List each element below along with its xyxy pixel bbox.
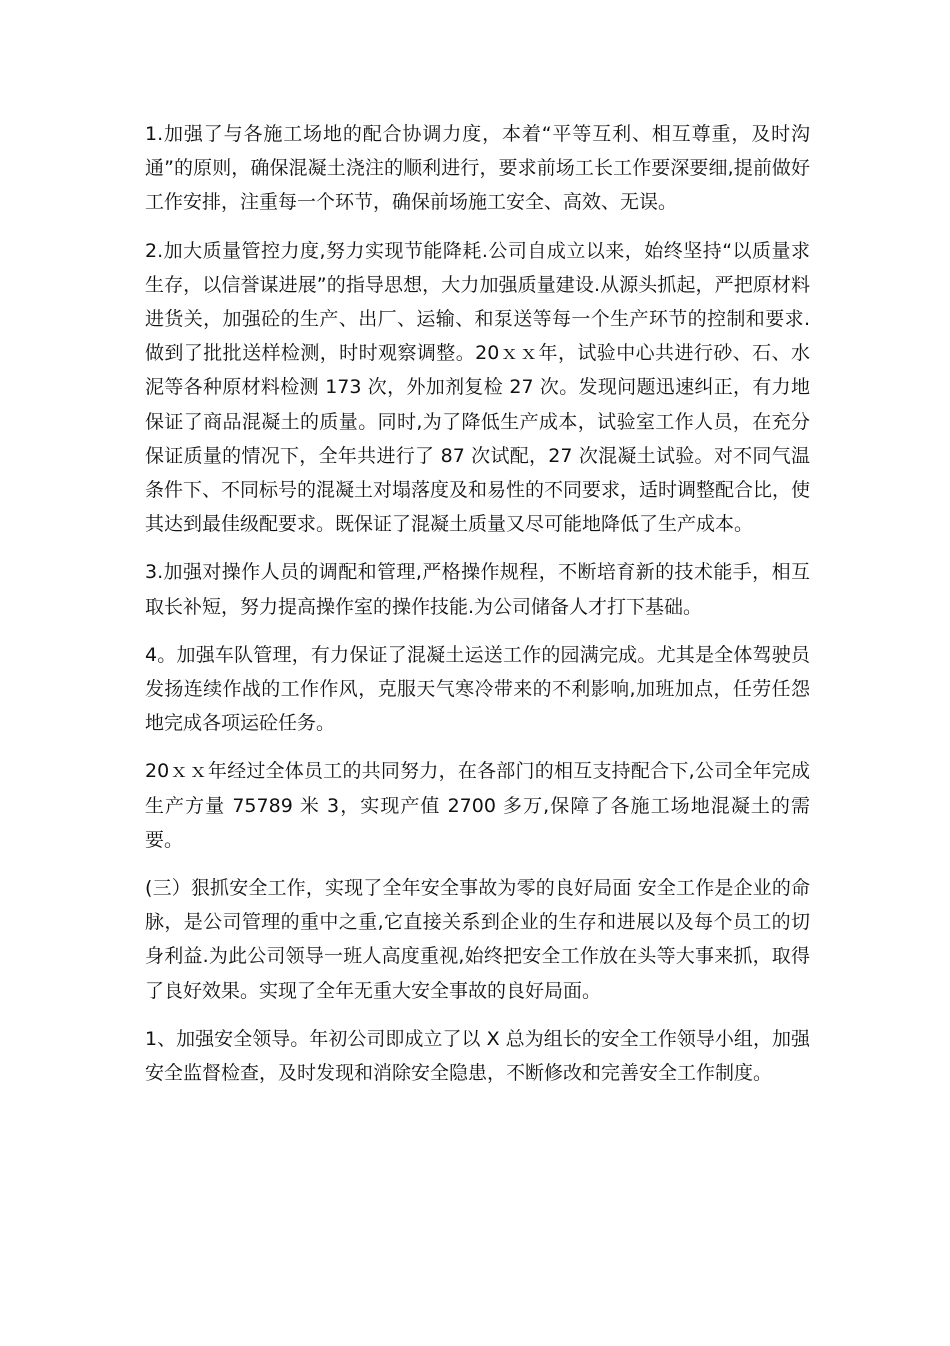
paragraph-operator-management: 3.加强对操作人员的调配和管理,严格操作规程，不断培育新的技术能手，相互取长补短，努力提高操作室的操作技能.为公司储备人才打下基础。 [145, 561, 810, 618]
paragraph-safety-work: (三）狠抓安全工作，实现了全年安全事故为零的良好局面 安全工作是企业的命脉，是公司管理的重中之重,它直接关系到企业的生存和进展以及每个员工的切身利益.为此公司领导一班人高度重视,始终把安全工作放在头等大事来抓，取得了良好效果。实现了全年无重大安全事故的良好局面。 [145, 877, 810, 1002]
paragraph-safety-leadership: 1、加强安全领导。年初公司即成立了以 X 总为组长的安全工作领导小组，加强安全监督检查，及时发现和消除安全隐患，不断修改和完善安全工作制度。 [145, 1027, 810, 1085]
paragraph-quality-control: 2.加大质量管控力度,努力实现节能降耗.公司自成立以来，始终坚持“以质量求生存，以信誉谋进展”的指导思想，大力加强质量建设.从源头抓起，严把原材料进货关，加强砼的生产、出厂、运输、和泵送等每一个生产环节的控制和要求.做到了批批送样检测，时时观察调整。20ｘｘ年，试验中心共进行砂、石、水泥等各种原材料检测 173 次，外加剂复检 27 次。发现问题迅速纠正，有力地保证了商品混凝土的质量。同时,为了降低生产成本，试验室工作人员，在充分保证质量的情况下，全年共进行了 87 次试配，27 次混凝土试验。对不同气温条件下、不同标号的混凝土对塌落度及和易性的不同要求，适时调整配合比，使其达到最佳级配要求。既保证了混凝土质量又尽可能地降低了生产成本。 [145, 239, 811, 536]
document-body [145, 117, 810, 1104]
paragraph-fleet-management: 4。加强车队管理，有力保证了混凝土运送工作的园满完成。尤其是全体驾驶员发扬连续作战的工作作风，克服天气寒冷带来的不利影响,加班加点，任劳任怨地完成各项运砼任务。 [145, 643, 810, 735]
paragraph-annual-output: 20ｘｘ年经过全体员工的共同努力，在各部门的相互支持配合下,公司全年完成生产方量 75789 米 3，实现产值 2700 多万,保障了各施工场地混凝土的需要。 [145, 760, 810, 851]
paragraph-coordination: 1.加强了与各施工场地的配合协调力度，本着“平等互利、相互尊重，及时沟通”的原则，确保混凝土浇注的顺利进行，要求前场工长工作要深要细,提前做好工作安排，注重每一个环节，确保前场施工安全、高效、无误。 [145, 123, 810, 214]
